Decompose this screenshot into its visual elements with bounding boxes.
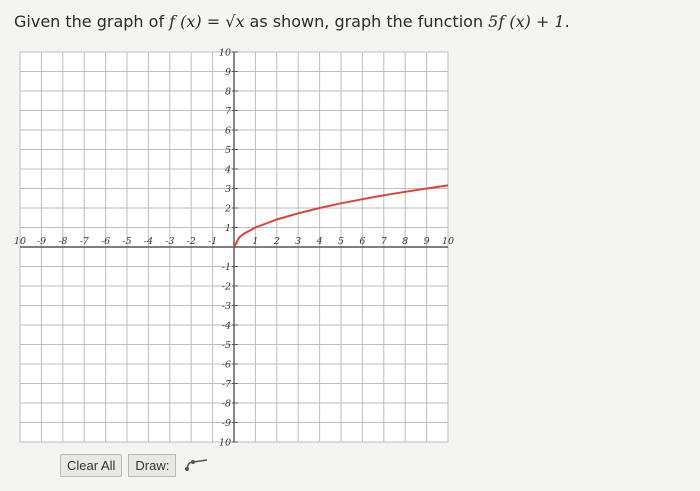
x-tick-label: 7 (380, 236, 387, 247)
x-tick-label: -4 (143, 236, 154, 247)
y-tick-label: 3 (224, 184, 231, 195)
x-tick-label: -5 (122, 236, 132, 247)
y-tick-label: 8 (224, 86, 231, 98)
x-tick-label: -7 (79, 236, 89, 247)
graph-area[interactable] (14, 48, 454, 448)
x-tick-label: 8 (402, 236, 409, 247)
y-tick-label: -5 (221, 340, 231, 351)
y-tick-label: 10 (218, 437, 231, 448)
sqrt-curve-icon[interactable] (182, 454, 212, 476)
y-tick-label: 7 (224, 106, 231, 117)
x-tick-label: -1 (207, 236, 218, 247)
clear-all-button[interactable]: Clear All (60, 454, 122, 477)
x-tick-label: -3 (165, 236, 175, 247)
x-tick-label: 5 (337, 236, 345, 247)
y-tick-label: 6 (224, 125, 231, 137)
question-function-f: f (x) = √x (169, 12, 245, 31)
x-tick-label: 6 (359, 236, 366, 247)
y-tick-label: 9 (224, 67, 231, 78)
y-tick-label: -2 (221, 281, 231, 293)
y-tick-label: -9 (221, 418, 231, 429)
y-tick-label: -1 (221, 262, 231, 273)
question-prefix: Given the graph of (14, 12, 170, 31)
y-tick-label: -8 (221, 398, 231, 410)
toolbar (60, 452, 212, 478)
draw-label: Draw: (128, 454, 176, 477)
y-tick-label: 4 (224, 164, 231, 176)
question-target-function: 5f (x) + 1 (488, 12, 565, 31)
x-tick-label: 4 (316, 236, 323, 247)
y-tick-label: 5 (224, 145, 231, 156)
x-tick-label: -6 (100, 236, 111, 247)
x-tick-label: 9 (423, 236, 430, 247)
y-tick-label: 1 (224, 223, 231, 234)
x-tick-label: -9 (36, 236, 47, 247)
y-tick-label: 10 (218, 48, 231, 59)
question-middle: as shown, graph the function (244, 12, 489, 31)
y-tick-label: -6 (221, 359, 231, 371)
question-text (14, 12, 570, 31)
y-tick-label: -7 (221, 379, 231, 390)
x-tick-label: 10 (14, 236, 27, 247)
y-tick-label: -3 (221, 301, 231, 312)
y-tick-label: -4 (221, 320, 231, 332)
x-tick-label: 10 (441, 236, 454, 247)
y-tick-label: 2 (224, 203, 231, 215)
x-tick-label: 3 (295, 236, 302, 247)
x-tick-label: -2 (186, 236, 196, 247)
coordinate-grid[interactable] (14, 48, 454, 448)
x-tick-label: -8 (58, 236, 68, 247)
question-suffix: . (564, 12, 570, 31)
x-tick-label: 1 (252, 236, 259, 247)
x-tick-label: 2 (273, 236, 280, 247)
